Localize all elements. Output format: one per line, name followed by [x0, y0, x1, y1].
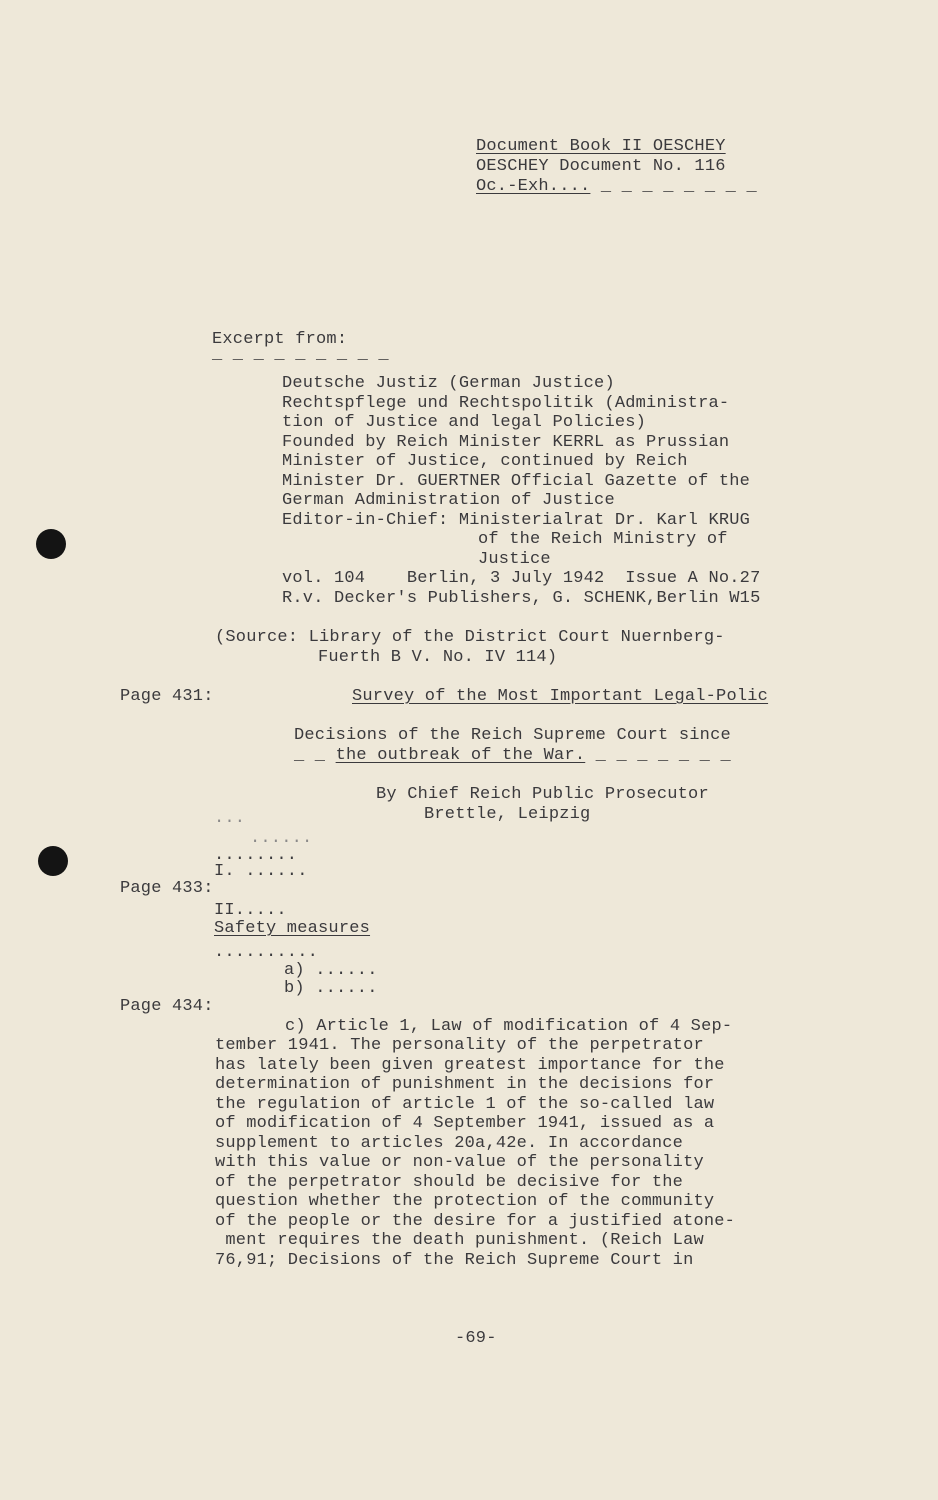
excerpt-label-dashes: _ _ _ _ _ _ _ _ _ [212, 345, 389, 364]
page-434-body-line-6: of modification of 4 September 1941, issued as a [215, 1114, 715, 1133]
page-433-item-a: a) ...... [284, 961, 378, 980]
page-number: -69- [455, 1329, 497, 1348]
source-line-9: of the Reich Ministry of [478, 530, 728, 549]
excerpt-label-text: Excerpt from: [212, 330, 348, 349]
page-433-label: Page 433: [120, 879, 214, 898]
page-431-item-I: I. ...... [214, 862, 308, 881]
page-431-dots-a: ... [214, 809, 246, 828]
source-line-3: tion of Justice and legal Policies) [282, 413, 647, 432]
source-line-4: Founded by Reich Minister KERRL as Prussian [282, 433, 730, 452]
page-433-item-II: II..... [214, 901, 287, 920]
source-note-line-1: (Source: Library of the District Court Nuernberg- [215, 628, 725, 647]
page-434-body-line-10: question whether the protection of the community [215, 1192, 715, 1211]
source-line-11: vol. 104 Berlin, 3 July 1942 Issue A No.27 [282, 569, 761, 588]
page-431-title: Survey of the Most Important Legal-Polic [352, 687, 769, 706]
header-exhibit-blank: _ _ _ _ _ _ _ _ [590, 177, 757, 196]
page-433-dots: .......... [214, 943, 319, 962]
source-note-line-2: Fuerth B V. No. IV 114) [318, 648, 558, 667]
page-431-author-2: Brettle, Leipzig [424, 805, 591, 824]
page-431-dots-b: ...... [250, 829, 313, 848]
punch-hole-top [36, 529, 66, 559]
page-431-subtitle-1: Decisions of the Reich Supreme Court since [294, 726, 731, 745]
page-434-body-line-11: of the people or the desire for a justified atone- [215, 1212, 736, 1231]
page-431-subtitle-2-text: the outbreak of the War. [335, 746, 586, 765]
subtitle-leading-dashes: _ _ [294, 746, 336, 765]
page-433-item-b: b) ...... [284, 979, 378, 998]
source-line-2: Rechtspflege und Rechtspolitik (Administra- [282, 394, 730, 413]
source-line-1: Deutsche Justiz (German Justice) [282, 374, 615, 393]
page-431-author-1: By Chief Reich Public Prosecutor [376, 785, 709, 804]
page-434-body-line-3: has lately been given greatest importance for the [215, 1056, 725, 1075]
page-434-label: Page 434: [120, 997, 214, 1016]
page-434-body-line-12: ment requires the death punishment. (Reich Law [215, 1231, 704, 1250]
source-line-5: Minister of Justice, continued by Reich [282, 452, 688, 471]
header-exhibit [476, 177, 757, 197]
page-434-body-line-1: c) Article 1, Law of modification of 4 Sep- [285, 1017, 733, 1036]
punch-hole-bottom [38, 846, 68, 876]
page-433-heading: Safety measures [214, 919, 371, 938]
source-line-10: Justice [478, 550, 551, 569]
source-line-7: German Administration of Justice [282, 491, 615, 510]
page-434-body-line-9: of the perpetrator should be decisive for the [215, 1173, 684, 1192]
source-line-8: Editor-in-Chief: Ministerialrat Dr. Karl KRUG [282, 511, 751, 530]
page-431-subtitle-2 [294, 746, 731, 766]
page-434-body-line-5: the regulation of article 1 of the so-called law [215, 1095, 715, 1114]
page-431-dots-c: ........ [214, 846, 298, 865]
page-434-body-line-8: with this value or non-value of the personality [215, 1153, 704, 1172]
source-line-12: R.v. Decker's Publishers, G. SCHENK,Berlin W15 [282, 589, 761, 608]
page-434-body-line-4: determination of punishment in the decisions for [215, 1075, 715, 1094]
subtitle-trailing-dashes: _ _ _ _ _ _ _ [585, 746, 731, 765]
page-434-body-line-2: tember 1941. The personality of the perpetrator [215, 1036, 704, 1055]
page-431-label: Page 431: [120, 687, 214, 706]
header-document-book: Document Book II OESCHEY [476, 137, 726, 156]
header-document-number: OESCHEY Document No. 116 [476, 157, 726, 176]
page-434-body-line-13: 76,91; Decisions of the Reich Supreme Court in [215, 1251, 694, 1270]
source-line-6: Minister Dr. GUERTNER Official Gazette of the [282, 472, 751, 491]
page-434-body-line-7: supplement to articles 20a,42e. In accordance [215, 1134, 684, 1153]
header-exhibit-text: Oc.-Exh.... [476, 177, 591, 196]
